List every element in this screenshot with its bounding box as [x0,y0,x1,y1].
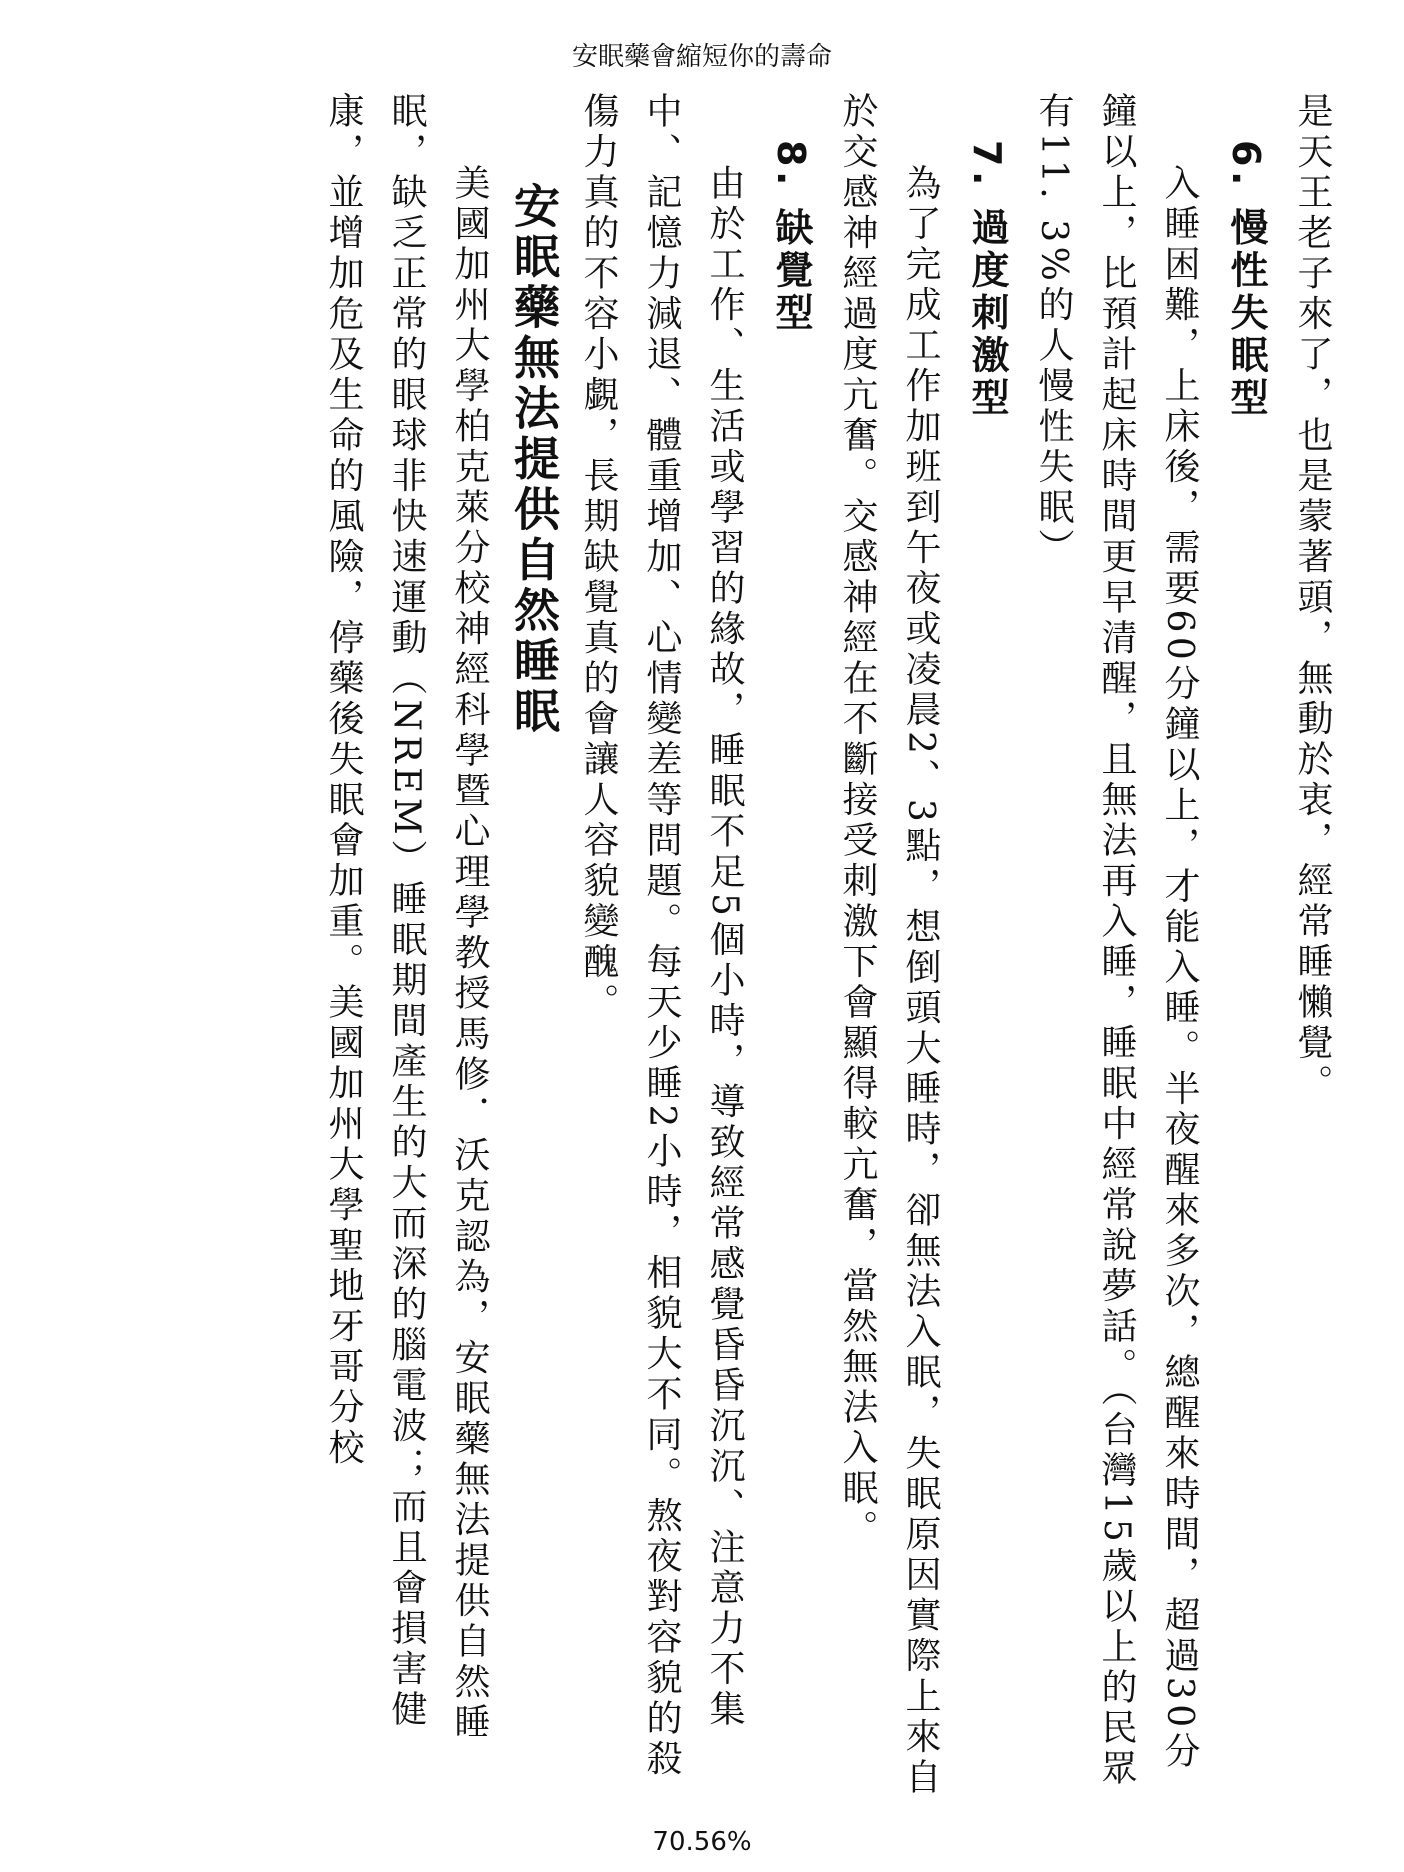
page-body [312,92,1344,1802]
heading-sleep-deprivation: 8. 缺覺型 [769,140,813,336]
heading-overstimulation: 7. 過度刺激型 [965,140,1009,421]
section-heading: 安眠藥無法提供自然睡眠 [507,182,561,738]
reading-progress: 70.56% [652,1827,752,1857]
paragraph: 為了完成工作加班到午夜或凌晨2、3點，想倒頭大睡時，卻無法入眠，失眠原因實際上來自於交感神經過度亢奮。交感神經在不斷接受刺激下會顯得較亢奮，當然無法入眠。 [837,92,941,1799]
paragraph: 是天王老子來了，也是蒙著頭，無動於衷，經常睡懶覺。 [1292,92,1333,1105]
paragraph: 由於工作、生活或學習的緣故，睡眠不足5個小時，導致經常感覺昏昏沉沉、注意力不集中、記憶力減退、體重增加、心情變差等問題。每天少睡2小時，相貌大不同。熬夜對容貌的殺傷力真的不容小覷，長期缺覺真的會讓人容貌變醜。 [578,92,745,1780]
paragraph: 入睡困難，上床後，需要60分鐘以上，才能入睡。半夜醒來多次，總醒來時間，超過30分鐘以上，比預計起床時間更早清醒，且無法再入睡，睡眠中經常說夢話。（台灣15歲以上的民眾有11. 3%的人慢性失眠） [1033,92,1200,1790]
heading-chronic-insomnia: 6. 慢性失眠型 [1224,140,1268,421]
page-header: 安眠藥會縮短你的壽命 [571,42,832,72]
paragraph: 美國加州大學柏克萊分校神經科學暨心理學教授馬修．沃克認為，安眠藥無法提供自然睡眠，缺乏正常的眼球非快速運動（NREM）睡眠期間產生的大而深的腦電波；而且會損害健康，並增加危及生命的風險，停藥後失眠會加重。美國加州大學聖地牙哥分校 [323,92,490,1744]
